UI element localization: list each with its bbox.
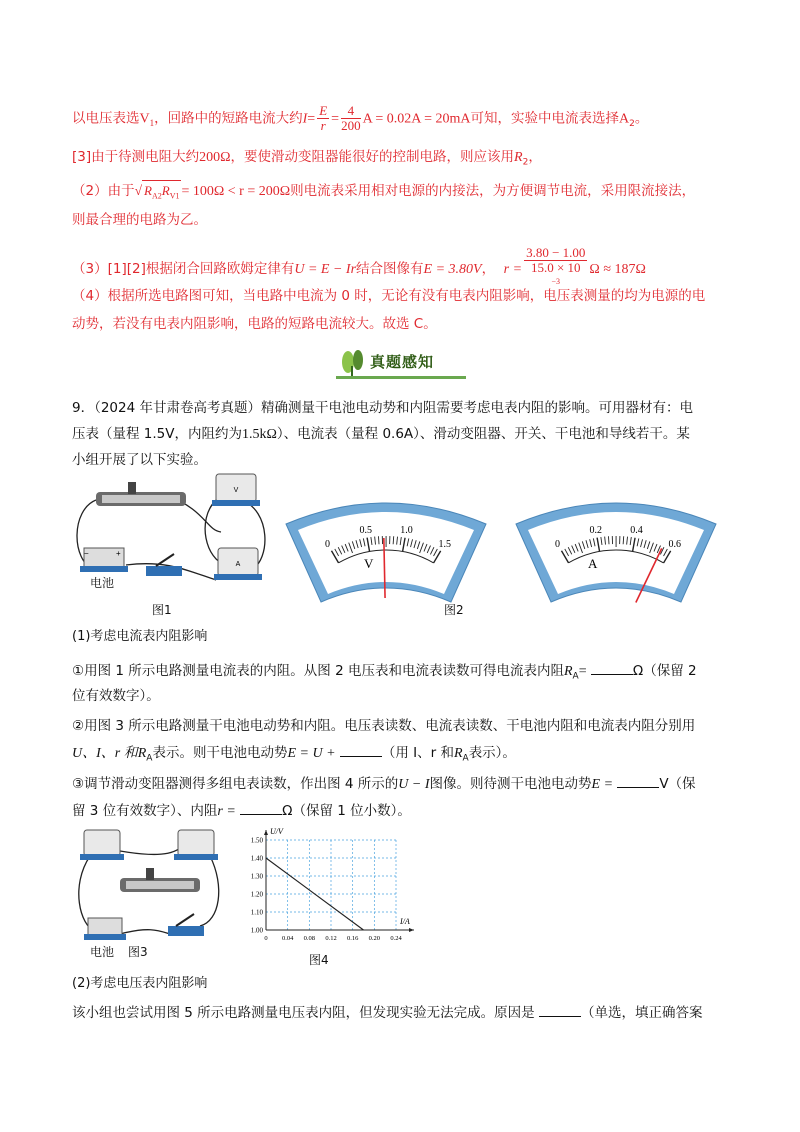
- section-badge-label: 真题感知: [370, 353, 435, 371]
- meter-face: [298, 512, 474, 594]
- sqrt-expression: $R_{A2}R_{V1}$: [142, 180, 181, 207]
- answer-blank-RA[interactable]: [591, 660, 633, 675]
- answer-blank-E[interactable]: [617, 773, 659, 788]
- tick-label: 1.5: [438, 538, 451, 550]
- question-line-1: 9．（2024 年甘肃卷高考真题）精确测量干电池电动势和内阻需要考虑电表内阻的影响。可用器材有：电: [72, 400, 693, 416]
- part-2-heading: (2)考虑电压表内阻影响: [72, 976, 208, 991]
- x-tick-label: 0: [264, 935, 268, 942]
- scale-tick: [393, 536, 394, 544]
- y-tick-label: 1.30: [250, 872, 263, 881]
- x-tick-label: 0.16: [346, 935, 359, 942]
- part-1-item-3: ③调节滑动变阻器测得多组电表读数，作出图 4 所示的U − I图像。则待测干电池电动势E = V（保: [72, 773, 696, 795]
- scale-tick: [623, 536, 624, 544]
- part-1-item-2: ②用图 3 所示电路测量干电池电动势和内阻。电压表读数、电流表读数、干电池内阻和电流表内阻分别用: [72, 718, 696, 734]
- solution-line-2: [3]由于待测电阻大约200Ω，要使滑动变阻器能很好的控制电路，则应该用$R_2$，: [72, 149, 542, 168]
- x-axis-label: I/A: [400, 917, 410, 926]
- figure-4-ui-chart: [236, 822, 416, 952]
- part-2-item-1: 该小组也尝试用图 5 所示电路测量电压表内阻，但发现实验无法完成。原因是 （单选，填正确答案: [72, 1002, 702, 1023]
- solution-line-1: 以电压表选$V_1$，回路中的短路电流大约I= $\frac{E}{r}$ = $\frac{4}{200}$ A = 0.02A = 20mA可知，实验中电流表选择$A_2$。: [72, 103, 649, 133]
- ammeter-dial: [516, 503, 716, 602]
- solution-line-5: （3）[1][2]根据闭合回路欧姆定律有U = E − Ir结合图像有E = 3.80V， r = 3.80 − 1.00 15.0 × 10 $^{-3}$ Ω ≈ 187Ω: [72, 246, 646, 292]
- x-axis-arrow: [409, 928, 414, 932]
- tick-label: 0.5: [359, 524, 372, 536]
- scale-tick: [378, 536, 379, 544]
- question-line-2: 压表（量程 1.5V，内阻约为1.5kΩ）、电流表（量程 0.6A）、滑动变阻器、开关、干电池和导线若干。某: [72, 426, 690, 442]
- x-tick-label: 0.04: [281, 935, 294, 942]
- solution-line-4: 则最合理的电路为乙。: [72, 212, 207, 228]
- x-tick-label: 0.12: [325, 935, 337, 942]
- solution-line-6: （4）根据所选电路图可知，当电路中电流为 0 时，无论有没有电表内阻影响，电压表测量的均为电源的电: [72, 288, 706, 304]
- question-line-3: 小组开展了以下实验。: [72, 452, 207, 468]
- tick-label: 0: [554, 538, 560, 550]
- answer-blank-r[interactable]: [240, 800, 282, 815]
- svg-text:A: A: [235, 561, 241, 568]
- ui-data-line: [266, 858, 364, 930]
- figure-3-caption: 图3: [128, 945, 148, 959]
- figure-2-meters: [276, 494, 726, 604]
- scale-tick: [608, 536, 609, 544]
- part-1-item-3-cont: 留 3 位有效数字）、内阻r = Ω（保留 1 位小数）。: [72, 800, 411, 822]
- tick-label: 0.6: [668, 538, 681, 550]
- svg-text:+: +: [116, 549, 121, 558]
- x-tick-label: 0.20: [368, 935, 381, 942]
- unit-label: V: [364, 556, 374, 571]
- battery-label-fig3: 电池: [90, 945, 115, 959]
- figure-4-caption: 图4: [309, 953, 329, 967]
- y-tick-label: 1.10: [250, 908, 263, 917]
- tick-label: 0: [324, 538, 330, 550]
- fraction-4-over-200: $\frac{4}{200}$: [341, 103, 361, 133]
- part-1-item-2-cont: U、I、r 和$R_A$表示。则干电池电动势E = U + （用 I、r 和$R_A$表示）。: [72, 742, 516, 769]
- battery-label: 电池: [90, 576, 115, 590]
- y-axis-label: U/V: [270, 827, 283, 836]
- tick-label: 0.4: [630, 524, 643, 536]
- answer-blank-emf-expression[interactable]: [340, 742, 382, 757]
- x-tick-label: 0.08: [303, 935, 316, 942]
- fraction-E-over-r: $\frac{E}{r}$: [319, 103, 328, 133]
- solution-line-7: 动势，若没有电表内阻影响，电路的短路电流较大。故选 C。: [72, 316, 437, 332]
- figure-1-caption: 图1: [152, 603, 172, 617]
- figure-2-caption: 图2: [444, 603, 464, 617]
- tick-label: 1.0: [400, 524, 413, 536]
- figure-3-circuit: [70, 826, 230, 951]
- y-tick-label: 1.50: [250, 836, 263, 845]
- fraction-r: 3.80 − 1.00 15.0 × 10 $^{-3}$: [526, 245, 586, 286]
- meter-face: [528, 512, 704, 594]
- y-tick-label: 1.40: [250, 854, 263, 863]
- solution-line-3: （2）由于√ $R_{A2}R_{V1} = 100\Omega < r = 200\Omega$则电流表采用相对电源的内接法，为方便调节电流，采用限流接法，: [72, 180, 695, 207]
- svg-text:V: V: [233, 487, 239, 494]
- answer-blank-reason[interactable]: [539, 1002, 581, 1017]
- figure-1-circuit: [66, 470, 276, 590]
- y-tick-label: 1.00: [250, 926, 263, 935]
- voltmeter-dial: [286, 503, 486, 602]
- part-1-item-1-cont: 位有效数字）。: [72, 688, 160, 704]
- tick-label: 0.2: [589, 524, 602, 536]
- part-1-item-1: ①用图 1 所示电路测量电流表的内阻。从图 2 电压表和电流表读数可得电流表内阻$R_A= \Omega$（保留 2: [72, 660, 697, 687]
- unit-label: A: [588, 556, 598, 571]
- y-axis-arrow: [264, 830, 268, 835]
- svg-text:−: −: [84, 549, 89, 558]
- x-tick-label: 0.24: [390, 935, 402, 942]
- y-tick-label: 1.20: [250, 890, 263, 899]
- part-1-heading: (1)考虑电流表内阻影响: [72, 629, 208, 644]
- section-badge: [336, 344, 466, 380]
